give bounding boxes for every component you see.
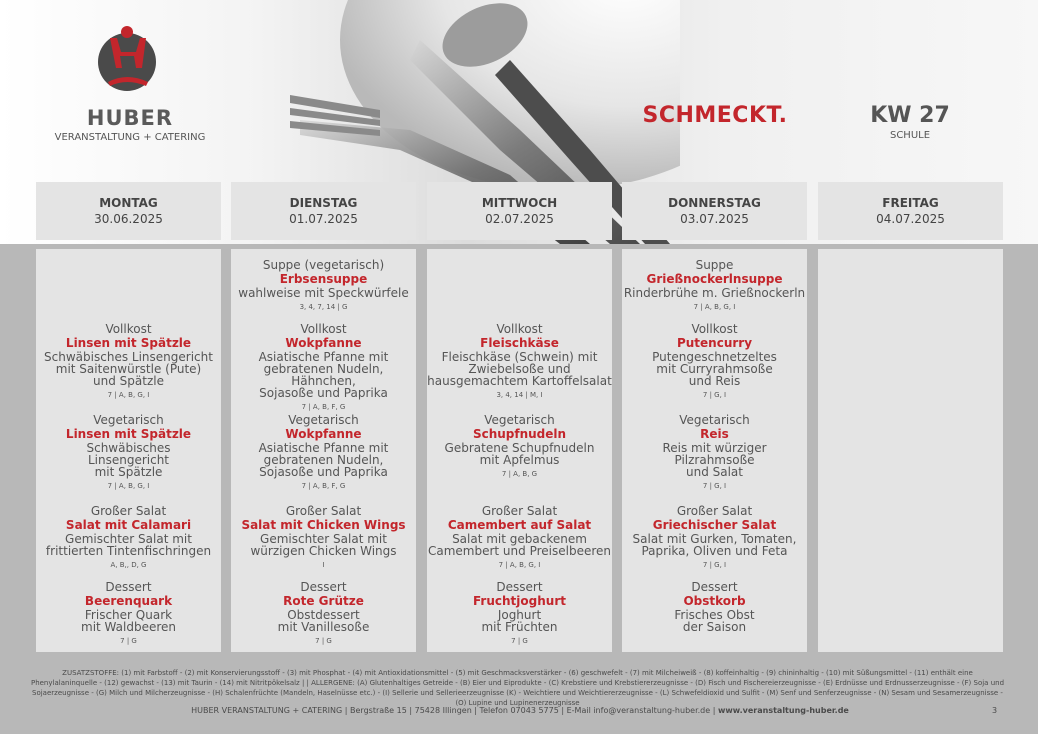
menu-item-salat (36, 504, 221, 569)
menu-category: Vegetarisch (679, 413, 750, 427)
dish-description: Fleischkäse (Schwein) mit (441, 350, 598, 364)
dish-description: gebratenen Nudeln, Hähnchen, (263, 362, 384, 388)
dish-name: Linsen mit Spätzle (65, 427, 192, 441)
day-date: 02.07.2025 (485, 212, 554, 226)
dish-name: Grießnockerlnsuppe (646, 272, 783, 286)
allergen-codes: 7 | A, B, G, I (498, 561, 541, 569)
allergen-codes: 7 | A, B, G, I (107, 482, 150, 490)
menu-category: Vollkost (300, 322, 347, 336)
menu-category: Großer Salat (676, 504, 753, 518)
menu-item-dessert (36, 580, 221, 645)
menu-category: Suppe (vegetarisch) (262, 258, 385, 272)
week-label: KW 27 (870, 103, 950, 128)
menu-item-vollkost (231, 322, 416, 411)
dish-name: Beerenquark (84, 594, 173, 608)
dish-description: mit Spätzle (94, 465, 163, 479)
dish-name: Salat mit Calamari (65, 518, 192, 532)
menu-item-soup (427, 258, 612, 262)
dish-name: Obstkorb (683, 594, 746, 608)
dish-description: gebratenen Nudeln, (263, 453, 384, 467)
day-column-donnerstag (622, 182, 807, 634)
menu-category: Vegetarisch (484, 413, 555, 427)
menu-category: Großer Salat (90, 504, 167, 518)
dish-description: Gemischter Salat mit (65, 532, 192, 546)
menu-category: Suppe (695, 258, 734, 272)
dish-description: Paprika, Oliven und Feta (641, 544, 788, 558)
dish-name: Putencurry (676, 336, 753, 350)
menu-category: Vollkost (105, 322, 152, 336)
menu-item-vollkost (36, 322, 221, 399)
menu-item-veg (622, 413, 807, 490)
allergen-codes: 7 | G (315, 637, 332, 645)
menu-item-veg (231, 413, 416, 490)
dish-name: Wokpfanne (285, 336, 362, 350)
day-column-mittwoch (427, 182, 612, 645)
menu-item-soup (622, 258, 807, 311)
allergen-codes: 7 | A, B, G, I (693, 303, 736, 311)
menu-item-dessert (818, 580, 1003, 584)
menu-category: Dessert (496, 580, 543, 594)
dish-description: würzigen Chicken Wings (250, 544, 397, 558)
allergen-codes: 7 | A, B, G (501, 470, 538, 478)
slogan: SCHMECKT. (642, 103, 788, 128)
dish-description: mit Curryrahmsoße (656, 362, 773, 376)
allergen-codes: A, B,, D, G (110, 561, 147, 569)
dish-description: Putengeschnetzeltes (652, 350, 777, 364)
day-date: 01.07.2025 (289, 212, 358, 226)
day-date: 04.07.2025 (876, 212, 945, 226)
dish-name: Schupfnudeln (472, 427, 567, 441)
dish-description: mit Waldbeeren (81, 620, 176, 634)
day-menu (36, 249, 221, 652)
dish-name: Linsen mit Spätzle (65, 336, 192, 350)
dish-description: Zwiebelsoße und (468, 362, 571, 376)
footer-additives: ZUSATZSTOFFE: (1) mit Farbstoff - (2) mit Konservierungsstoff - (3) mit Phosphat - (4) mit Antioxidationsmittel - (5) mit Geschmacksverstärker - (6) geschwefelt - (7) mit Milcheiweiß - (8) koffeinhaltig - (9) chininhaltig - (10) mit Süßungsmittel - (11) enthält eine Phenylalaninquelle - (12) gewachst - (13) mit Taurin - (14) mit Nitritpökelsalz | | ALLERGENE: (A) Glutenhaltiges Getreide - (B) Eier und Eiprodukte - (C) Krebstiere und Krebstiererzeugnisse - (D) Fisch und Fischereierzeugnisse - (E) Erdnüsse und Erdnusserzeugnisse - (F) Soja und Sojaerzeugnisse - (G) Milch und Milcherzeugnisse - (H) Schalenfrüchte (Mandeln, Haselnüsse etc.) - (I) Sellerie und Sellerieerzeugnisse (K) - Weichtiere und Weichtiererzeugnisse - (L) Schwefeldioxid und Sulfit - (M) Senf und Senferzeugnisse - (N) Sesam und Sesamerzeugnisse - (O) Lupine und Lupinenerzeugnisse (30, 669, 1005, 707)
week-location: SCHULE (889, 130, 931, 141)
menu-category: Vollkost (691, 322, 738, 336)
menu-item-dessert (622, 580, 807, 637)
day-menu (622, 249, 807, 652)
dish-description: Schwäbisches Linsengericht (44, 350, 213, 364)
day-name: MONTAG (99, 196, 158, 210)
menu-category: Dessert (691, 580, 738, 594)
menu-item-salat (231, 504, 416, 569)
dish-name: Reis (700, 427, 729, 441)
dish-description: Gemischter Salat mit (260, 532, 387, 546)
menu-item-salat (818, 504, 1003, 508)
dish-description: Obstdessert (287, 608, 360, 622)
dish-description: Linsengericht (87, 453, 170, 467)
dish-description: hausgemachtem Kartoffelsalat (427, 374, 612, 388)
footer-address-text: HUBER VERANSTALTUNG + CATERING | Bergstraße 15 | 75428 Illingen | Telefon 07043 5775 | E-Mail info@veranstaltung-huber.de | (191, 706, 718, 715)
day-column-montag (36, 182, 221, 645)
dish-description: Frischer Quark (84, 608, 173, 622)
dish-description: Schwäbisches (86, 441, 171, 455)
day-name: DONNERSTAG (668, 196, 761, 210)
dish-description: mit Vanillesoße (277, 620, 370, 634)
allergen-codes: 7 | A, B, F, G (301, 403, 346, 411)
dish-description: der Saison (682, 620, 747, 634)
dish-name: Fruchtjoghurt (473, 594, 566, 608)
dish-description: Reis mit würziger (662, 441, 767, 455)
menu-item-veg (36, 413, 221, 490)
day-menu (231, 249, 416, 652)
dish-description: mit Saitenwürstle (Pute) (55, 362, 202, 376)
dish-name: Camembert auf Salat (447, 518, 592, 532)
dish-description: Salat mit gebackenem (452, 532, 587, 546)
dish-description: und Reis (688, 374, 741, 388)
day-name: FREITAG (882, 196, 939, 210)
dish-description: wahlweise mit Speckwürfele (238, 286, 409, 300)
dish-name: Wokpfanne (285, 427, 362, 441)
day-header (427, 182, 612, 240)
dish-description: Gebratene Schupfnudeln (444, 441, 595, 455)
dish-description: und Salat (685, 465, 743, 479)
dish-description: mit Früchten (481, 620, 558, 634)
allergen-codes: 7 | G (511, 637, 528, 645)
menu-item-veg (427, 413, 612, 478)
dish-description: Asiatische Pfanne mit (258, 350, 389, 364)
brand-tagline: VERANSTALTUNG + CATERING (54, 132, 206, 143)
footer-website-link[interactable]: www.veranstaltung-huber.de (717, 706, 849, 715)
dish-description: Pilzrahmsoße (674, 453, 755, 467)
day-column-dienstag (231, 182, 416, 645)
allergen-codes: 7 | G, I (702, 391, 727, 399)
dish-description: Asiatische Pfanne mit (258, 441, 389, 455)
day-header (622, 182, 807, 240)
day-menu (427, 249, 612, 652)
brand-block (40, 106, 220, 143)
allergen-codes: 7 | A, B, F, G (301, 482, 346, 490)
dish-description: Frisches Obst (674, 608, 755, 622)
dish-description: mit Apfelmus (479, 453, 560, 467)
day-header (818, 182, 1003, 240)
menu-category: Dessert (105, 580, 152, 594)
dish-description: Sojasoße und Paprika (259, 386, 388, 400)
dish-description: Rinderbrühe m. Grießnockerln (623, 286, 806, 300)
day-date: 03.07.2025 (680, 212, 749, 226)
day-menu (818, 249, 1003, 652)
menu-item-soup (231, 258, 416, 311)
menu-item-vollkost (818, 322, 1003, 326)
day-name: DIENSTAG (289, 196, 358, 210)
allergen-codes: 7 | A, B, G, I (107, 391, 150, 399)
dish-name: Rote Grütze (283, 594, 364, 608)
menu-item-soup (818, 258, 1003, 262)
menu-item-dessert (231, 580, 416, 645)
footer-address (150, 706, 890, 715)
menu-category: Großer Salat (285, 504, 362, 518)
page-number: 3 (992, 706, 998, 715)
menu-category: Vegetarisch (288, 413, 359, 427)
menu-item-vollkost (427, 322, 612, 399)
menu-item-salat (622, 504, 807, 569)
dish-description: frittierten Tintenfischringen (45, 544, 212, 558)
allergen-codes: I (322, 561, 325, 569)
day-date: 30.06.2025 (94, 212, 163, 226)
allergen-codes: 7 | G, I (702, 482, 727, 490)
allergen-codes: 7 | G, I (702, 561, 727, 569)
menu-category: Vollkost (496, 322, 543, 336)
day-header (231, 182, 416, 240)
dish-description: Camembert und Preiselbeeren (427, 544, 611, 558)
menu-category: Großer Salat (481, 504, 558, 518)
allergen-codes: 3, 4, 7, 14 | G (299, 303, 348, 311)
allergen-codes: 3, 4, 14 | M, I (496, 391, 543, 399)
brand-name: HUBER (86, 106, 174, 130)
menu-item-veg (818, 413, 1003, 417)
menu-category: Dessert (300, 580, 347, 594)
menu-item-salat (427, 504, 612, 569)
day-header (36, 182, 221, 240)
dish-description: und Spätzle (93, 374, 164, 388)
day-column-freitag (818, 182, 1003, 240)
day-name: MITTWOCH (481, 196, 558, 210)
dish-description: Sojasoße und Paprika (259, 465, 388, 479)
dish-name: Salat mit Chicken Wings (241, 518, 406, 532)
dish-name: Griechischer Salat (652, 518, 777, 532)
huber-logo (96, 24, 158, 92)
dish-name: Fleischkäse (480, 336, 559, 350)
menu-item-vollkost (622, 322, 807, 399)
dish-description: Joghurt (497, 608, 542, 622)
week-block (850, 103, 970, 141)
allergen-codes: 7 | G (120, 637, 137, 645)
menu-item-dessert (427, 580, 612, 645)
menu-item-soup (36, 258, 221, 262)
dish-name: Erbsensuppe (279, 272, 368, 286)
dish-description: Salat mit Gurken, Tomaten, (632, 532, 797, 546)
menu-category: Vegetarisch (93, 413, 164, 427)
